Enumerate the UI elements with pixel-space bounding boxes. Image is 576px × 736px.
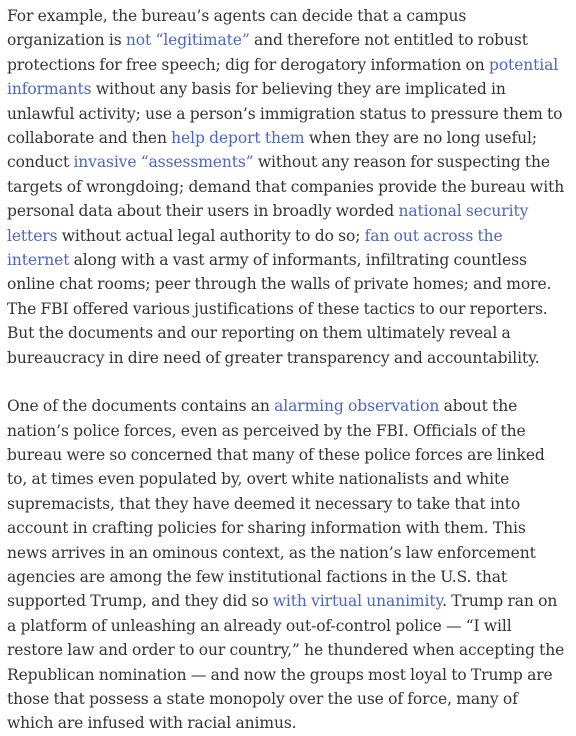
article-body bbox=[0, 4, 576, 736]
text-segment: without actual legal authority to do so; bbox=[57, 226, 365, 245]
text-segment: For example, the bureau’s agents can decide that a campus organization is bbox=[7, 7, 467, 50]
text-segment: when they are no long useful; conduct bbox=[7, 129, 537, 172]
text-segment: without any reason for suspecting the targets of wrongdoing; demand that companies provide the bureau with personal data about their users in broadly worded bbox=[7, 153, 565, 221]
link-with-virtual-unanimity[interactable]: with virtual unanimity bbox=[272, 592, 443, 611]
text-segment: One of the documents contains an bbox=[7, 397, 275, 416]
text-segment: without any basis for believing they are implicated in unlawful activity; use a person’s immigration status to pressure them to collaborate and then bbox=[7, 80, 563, 148]
text-segment: and therefore not entitled to robust protections for free speech; dig for derogatory information on bbox=[7, 31, 528, 74]
link-fan-out-across-the-internet[interactable]: fan out across the internet bbox=[7, 226, 503, 270]
link-alarming-observation[interactable]: alarming observation bbox=[274, 397, 440, 416]
paragraph-2 bbox=[7, 394, 568, 736]
text-segment: about the nation’s police forces, even as perceived by the FBI. Officials of the bureau were so concerned that many of these police forces are linked to, at times even populated by, overt white nationalists and white supremacists, that they have deemed it necessary to take that into account in crafting policies for sharing information with them. This news arrives in an ominous context, as the nation’s law enforcement agencies are among the few institutional factions in the U.S. that supported Trump, and they did so bbox=[7, 397, 545, 611]
text-segment: . Trump ran on a platform of unleashing an already out-of-control police — “I will restore law and order to our country,” he thundered when accepting the Republican nomination — and now the groups most loyal to Trump are those that possess a state monopoly over the use of force, many of which are infused with racial animus. bbox=[7, 592, 565, 733]
link-invasive-assessments[interactable]: invasive “assessments” bbox=[73, 153, 254, 172]
link-national-security-letters[interactable]: national security letters bbox=[7, 202, 529, 245]
paragraph-1 bbox=[7, 4, 568, 370]
link-potential-informants[interactable]: potential informants bbox=[7, 55, 559, 99]
link-not-legitimate[interactable]: not “legitimate” bbox=[125, 31, 250, 50]
link-help-deport-them[interactable]: help deport them bbox=[171, 129, 305, 148]
text-segment: along with a vast army of informants, infiltrating countless online chat rooms; peer through the walls of private homes; and more. The FBI offered various justifications of these tactics to our reporters. But the documents and our reporting on them ultimately reveal a bureaucracy in dire need of greater transparency and accountability. bbox=[7, 251, 552, 367]
